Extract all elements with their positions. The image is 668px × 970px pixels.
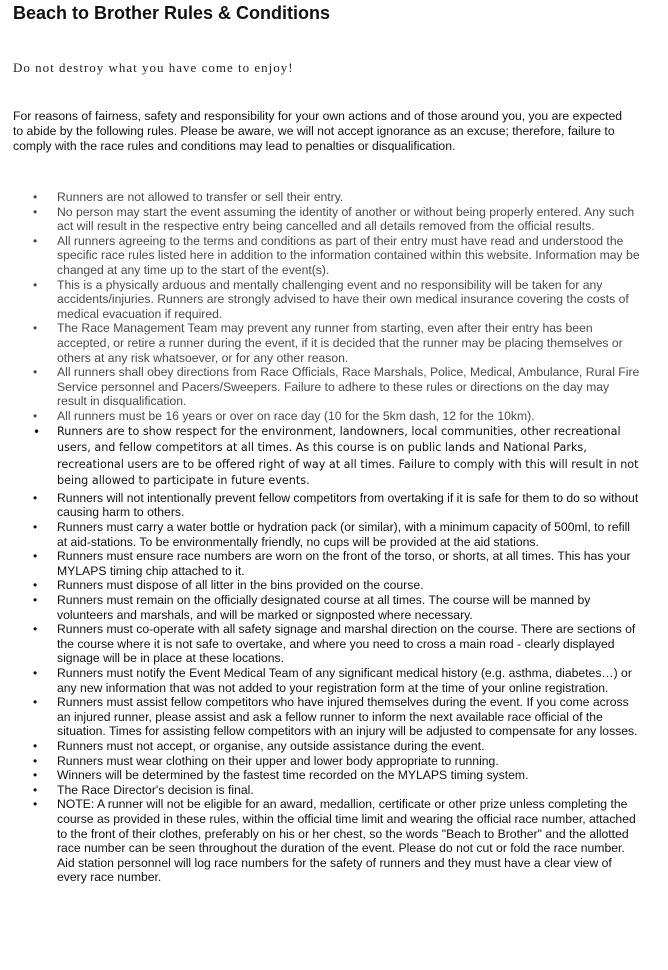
bullet-icon: • <box>33 549 38 564</box>
rule-text: Runners must co-operate with all safety signage and marshal direction on the course. There are sections of the course where it is not safe to overtake, and where you need to cross a main road - clearly displayed signage will be in place at these locations. <box>57 622 636 666</box>
rule-item <box>0 520 640 549</box>
rule-text: Runners are to show respect for the environment, landowners, local communities, other recreational users, and fellow competitors at all times. As this course is on public lands and National Parks, recreational users are to be offered right of way at all times. Failure to comply with this will result in not being allowed to participate in future events. <box>57 424 639 488</box>
rule-text: The Race Management Team may prevent any runner from starting, even after their entry has been accepted, or retire a runner during the event, if it is decided that the runner may be placing themselves or others at any risk whatsoever, or for any other reason. <box>57 321 623 365</box>
rule-item <box>0 695 640 739</box>
rule-text: Winners will be determined by the fastest time recorded on the MYLAPS timing system. <box>57 768 529 783</box>
bullet-icon: • <box>33 190 38 204</box>
bullet-icon: • <box>33 593 38 608</box>
page-title: Beach to Brother Rules & Conditions <box>13 3 331 23</box>
bullet-icon: • <box>33 204 38 219</box>
rule-text: Runners must carry a water bottle or hydration pack (or similar), with a minimum capacity of 500ml, to refill at aid-stations. To be environmentally friendly, no cups will be provided at the aid stations. <box>57 520 631 549</box>
bullet-icon: • <box>33 321 38 336</box>
bullet-icon: • <box>33 233 38 248</box>
rule-text: NOTE: A runner will not be eligible for an award, medallion, certificate or other prize unless completing the course as provided in these rules, within the official time limit and wearing the official race number, attached to the front of their clothes, preferably on his or her chest, so the words "Beach to Brother" and the allotted race number can be seen throughout the duration of the event. Please do not cut or fold the race number. Aid station personnel will log race numbers for the safety of runners and they must have a clear view of every race number. <box>57 797 636 885</box>
tagline: Do not destroy what you have come to enjoy! <box>13 60 294 75</box>
rule-text: All runners agreeing to the terms and conditions as part of their entry must have read and understood the specific race rules listed here in addition to the information contained within this website. Information may be changed at any time up to the start of the event(s). <box>57 233 640 277</box>
bullet-icon: • <box>33 277 38 292</box>
rule-text: Runners must dispose of all litter in the bins provided on the course. <box>57 578 424 593</box>
rule-text: No person may start the event assuming the identity of another or without being properly entered. Any such act will result in the respective entry being cancelled and all details removed from the official results. <box>57 204 635 234</box>
bullet-icon: • <box>33 738 38 753</box>
rule-item <box>0 409 640 424</box>
rule-text: Runners must assist fellow competitors who have injured themselves during the event. If you come across an injured runner, please assist and ask a fellow runner to inform the next available race official of the situation. Times for assisting fellow competitors with an injury will be adjusted to compensate for any losses. <box>57 695 638 739</box>
rule-text: Runners must remain on the officially designated course at all times. The course will be manned by volunteers and marshals, and will be marked or signposted where necessary. <box>57 593 591 622</box>
bullet-icon: • <box>33 578 38 593</box>
rule-item <box>0 234 640 278</box>
rule-text: The Race Director's decision is final. <box>57 782 254 797</box>
bullet-icon: • <box>33 782 38 797</box>
rule-item <box>0 783 640 798</box>
rule-text: Runners will not intentionally prevent fellow competitors from overtaking if it is safe for them to do so without causing harm to others. <box>57 490 639 520</box>
bullet-icon: • <box>33 768 38 783</box>
rule-text: Runners are not allowed to transfer or sell their entry. <box>57 190 344 204</box>
rule-item <box>0 797 640 885</box>
rule-item <box>0 549 640 578</box>
rule-text: Runners must wear clothing on their upper and lower body appropriate to running. <box>57 753 499 768</box>
bullet-icon: • <box>33 424 41 439</box>
rule-item <box>0 190 640 205</box>
rule-text: Runners must not accept, or organise, any outside assistance during the event. <box>57 738 485 753</box>
rule-item <box>0 205 640 234</box>
rule-item <box>0 424 640 491</box>
rule-item <box>0 278 640 322</box>
bullet-icon: • <box>33 695 38 710</box>
rule-item <box>0 365 640 409</box>
rule-item <box>0 491 640 520</box>
bullet-icon: • <box>33 753 38 768</box>
rule-item <box>0 739 640 754</box>
bullet-icon: • <box>33 797 38 812</box>
rule-item <box>0 666 640 695</box>
rule-text: All runners shall obey directions from Race Officials, Race Marshals, Police, Medical, Ambulance, Rural Fire Service personnel and Pacers/Sweepers. Failure to adhere to these rules or directions on the day may result in disqualification. <box>57 365 640 409</box>
bullet-icon: • <box>33 666 38 680</box>
rule-text: Runners must notify the Event Medical Team of any significant medical history (e.g. asthma, diabetes…) or any new information that was not added to your registration form at the time of your online registration. <box>57 666 632 695</box>
bullet-icon: • <box>33 408 38 423</box>
intro-paragraph: For reasons of fairness, safety and responsibility for your own actions and of those around you, you are expected to abide by the following rules. Please be aware, we will not accept ignorance as an excuse; therefore, failure to comply with the race rules and conditions may lead to penalties or disqualification. <box>13 109 623 153</box>
rule-item <box>0 321 640 365</box>
rules-list <box>0 190 640 885</box>
rule-text: This is a physically arduous and mentally challenging event and no responsibility will be taken for any accidents/injuries. Runners are strongly advised to have their own medical insurance covering the costs of medical evacuation if required. <box>57 277 629 321</box>
rule-item <box>0 578 640 593</box>
bullet-icon: • <box>33 365 38 380</box>
rule-item <box>0 593 640 622</box>
rule-item <box>0 754 640 769</box>
rule-text: Runners must ensure race numbers are worn on the front of the torso, or shorts, at all times. This has your MYLAPS timing chip attached to it. <box>57 549 631 578</box>
bullet-icon: • <box>33 520 38 535</box>
rule-text: All runners must be 16 years or over on race day (10 for the 5km dash, 12 for the 10km). <box>57 408 535 423</box>
bullet-icon: • <box>33 622 38 637</box>
rule-item <box>0 768 640 783</box>
rule-item <box>0 622 640 666</box>
bullet-icon: • <box>33 490 38 505</box>
